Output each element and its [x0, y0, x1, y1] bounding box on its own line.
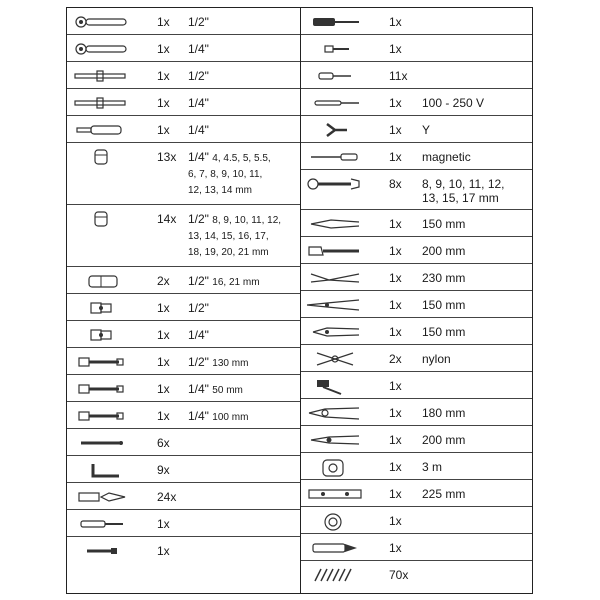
tool-quantity: 14x — [157, 212, 177, 226]
combination-pliers-icon — [301, 430, 381, 452]
adjustable-wrench-icon — [301, 241, 381, 263]
tool-spec — [422, 460, 442, 474]
tool-quantity: 1x — [157, 301, 170, 315]
tool-row — [67, 143, 300, 205]
tool-row — [67, 35, 300, 62]
t-bar-handle-icon — [67, 93, 147, 115]
tool-quantity: 1x — [389, 15, 402, 29]
tool-size: 1/2" — [188, 301, 209, 315]
bits-set-icon — [67, 487, 147, 509]
tool-quantity: 1x — [389, 433, 402, 447]
tool-size: magnetic — [422, 150, 471, 164]
tool-size: 225 mm — [422, 487, 466, 501]
tape-measure-icon — [301, 457, 381, 479]
tool-quantity: 9x — [157, 463, 170, 477]
universal-joint-icon — [67, 325, 147, 347]
socket-icon — [67, 209, 147, 231]
tool-quantity: 1x — [157, 96, 170, 110]
tool-spec — [422, 433, 465, 447]
tool-quantity: 24x — [157, 490, 177, 504]
tool-quantity: 1x — [389, 244, 402, 258]
tool-spec — [188, 328, 209, 342]
tool-row — [67, 205, 300, 267]
water-pump-pliers-icon — [301, 268, 381, 290]
tool-size: 1/2" — [188, 274, 209, 288]
pliers-icon — [301, 214, 381, 236]
universal-joint-icon — [67, 298, 147, 320]
tool-quantity: 1x — [389, 460, 402, 474]
tool-size: 1/2" — [188, 69, 209, 83]
tool-spec — [188, 150, 271, 198]
tool-size: 1/2" — [188, 212, 209, 226]
tool-row — [301, 210, 532, 237]
magnetic-pickup-icon — [301, 147, 381, 169]
tool-row — [301, 116, 532, 143]
tool-quantity: 1x — [389, 325, 402, 339]
tool-size: 1/4" — [188, 42, 209, 56]
tool-quantity: 1x — [157, 69, 170, 83]
tool-size: 150 mm — [422, 325, 466, 339]
tool-size: nylon — [422, 352, 451, 366]
bit-holder-icon — [67, 541, 147, 563]
deep-socket-icon — [67, 271, 147, 293]
precision-screwdriver-icon — [301, 66, 381, 88]
tool-spec — [188, 15, 209, 29]
screws-icon — [301, 565, 381, 587]
hammer-icon — [301, 376, 381, 398]
bit-driver-icon — [67, 514, 147, 536]
spirit-level-icon — [301, 484, 381, 506]
tool-spec — [188, 382, 243, 398]
tool-note: 50 mm — [212, 385, 243, 396]
tool-row — [301, 399, 532, 426]
tool-quantity: 13x — [157, 150, 177, 164]
spinner-handle-icon — [67, 120, 147, 142]
tool-quantity: 1x — [157, 544, 170, 558]
tool-quantity: 8x — [389, 177, 402, 191]
tool-row — [67, 510, 300, 537]
tool-quantity: 6x — [157, 436, 170, 450]
tool-size: 150 mm — [422, 298, 466, 312]
tool-row — [301, 372, 532, 399]
tool-row — [67, 483, 300, 510]
tool-size: 230 mm — [422, 271, 466, 285]
tool-note: 130 mm — [212, 358, 249, 369]
tool-spec — [422, 96, 484, 110]
tool-spec — [422, 406, 465, 420]
ratchet-icon — [67, 39, 147, 61]
tool-quantity: 1x — [389, 150, 402, 164]
spring-clamp-icon — [301, 349, 381, 371]
tool-quantity: 1x — [157, 517, 170, 531]
tool-spec — [422, 352, 451, 366]
tool-size: 200 mm — [422, 244, 466, 258]
tool-size: 1/4" — [188, 150, 209, 164]
tool-size: 180 mm — [422, 406, 466, 420]
tool-spec — [422, 244, 465, 258]
tool-size: 100 - 250 V — [422, 96, 485, 110]
tool-row — [67, 375, 300, 402]
ratchet-icon — [67, 12, 147, 34]
tool-size: 8, 9, 10, 11, 12, 13, 15, 17 mm — [422, 177, 505, 205]
tool-quantity: 1x — [157, 42, 170, 56]
tool-row — [301, 453, 532, 480]
tool-row — [67, 89, 300, 116]
tool-row — [301, 62, 532, 89]
tool-spec — [188, 212, 281, 260]
tool-note: 100 mm — [212, 412, 249, 423]
tool-size: 150 mm — [422, 217, 466, 231]
tool-size: 1/4" — [188, 328, 209, 342]
tool-spec — [422, 177, 505, 205]
tool-row — [67, 8, 300, 35]
screwdriver-icon — [301, 12, 381, 34]
diagonal-cutter-icon — [301, 322, 381, 344]
tool-row — [301, 480, 532, 507]
tool-note: 4, 4.5, 5, 5.5, 6, 7, 8, 9, 10, 11, 12, 13, 14 mm — [188, 153, 271, 196]
tool-spec — [188, 355, 248, 371]
tool-quantity: 1x — [389, 123, 402, 137]
tool-row — [67, 267, 300, 294]
extension-bar-icon — [67, 379, 147, 401]
bit-adapter-icon — [301, 39, 381, 61]
tool-row — [67, 348, 300, 375]
tool-quantity: 1x — [389, 96, 402, 110]
tool-spec — [188, 409, 248, 425]
tool-row — [67, 294, 300, 321]
tool-row — [301, 534, 532, 561]
tool-row — [67, 456, 300, 483]
tool-spec — [422, 487, 465, 501]
tool-spec — [188, 69, 209, 83]
tool-quantity: 1x — [389, 298, 402, 312]
tool-note: 8, 9, 10, 11, 12, 13, 14, 15, 16, 17, 18, 19, 20, 21 mm — [188, 215, 282, 258]
tool-row — [301, 35, 532, 62]
tool-spec — [422, 271, 465, 285]
hex-key-icon — [67, 460, 147, 482]
tool-quantity: 1x — [157, 123, 170, 137]
tool-row — [67, 429, 300, 456]
tool-quantity: 1x — [157, 382, 170, 396]
insulating-tape-icon — [301, 511, 381, 533]
tool-spec — [188, 42, 209, 56]
tool-row — [67, 537, 300, 564]
tool-row — [301, 170, 532, 210]
tool-row — [67, 321, 300, 348]
tool-quantity: 1x — [157, 328, 170, 342]
tool-quantity: 1x — [389, 541, 402, 555]
tool-quantity: 1x — [157, 355, 170, 369]
y-wrench-icon — [301, 120, 381, 142]
tool-row — [301, 8, 532, 35]
extension-bar-icon — [67, 352, 147, 374]
tool-quantity: 1x — [389, 487, 402, 501]
tool-row — [67, 116, 300, 143]
tool-quantity: 11x — [389, 69, 408, 83]
tool-row — [67, 402, 300, 429]
tool-size: 200 mm — [422, 433, 466, 447]
tool-row — [301, 561, 532, 588]
voltage-tester-icon — [301, 93, 381, 115]
tool-quantity: 1x — [389, 406, 402, 420]
tool-row — [301, 318, 532, 345]
tool-list-sheet — [66, 7, 533, 594]
tool-size: 1/4" — [188, 96, 209, 110]
tool-spec — [188, 123, 209, 137]
tool-spec — [188, 301, 209, 315]
tool-size: 1/2" — [188, 15, 209, 29]
tool-quantity: 1x — [157, 15, 170, 29]
tool-size: 3 m — [422, 460, 443, 474]
socket-icon — [67, 147, 147, 169]
tool-spec — [422, 217, 465, 231]
tool-spec — [422, 298, 465, 312]
tool-spec — [188, 96, 209, 110]
tool-row — [301, 264, 532, 291]
tool-quantity: 2x — [157, 274, 170, 288]
tool-quantity: 1x — [389, 271, 402, 285]
tool-spec — [422, 325, 465, 339]
locking-pliers-icon — [301, 403, 381, 425]
tool-spec — [422, 150, 471, 164]
tool-spec — [188, 274, 260, 290]
tool-quantity: 1x — [389, 42, 402, 56]
tool-quantity: 2x — [389, 352, 402, 366]
tool-note: 16, 21 mm — [212, 277, 260, 288]
tool-row — [67, 62, 300, 89]
tool-size: 1/2" — [188, 355, 209, 369]
tool-quantity: 1x — [389, 379, 402, 393]
tool-size: 1/4" — [188, 382, 209, 396]
tool-quantity: 70x — [389, 568, 409, 582]
tool-spec — [422, 123, 430, 137]
tool-quantity: 1x — [157, 409, 170, 423]
extension-bar-icon — [67, 406, 147, 428]
tool-quantity: 1x — [389, 514, 402, 528]
tool-size: 1/4" — [188, 409, 209, 423]
t-bar-handle-icon — [67, 66, 147, 88]
tool-row — [301, 426, 532, 453]
tool-row — [301, 89, 532, 116]
tool-row — [301, 237, 532, 264]
long-nose-pliers-icon — [301, 295, 381, 317]
tool-size: Y — [422, 123, 431, 137]
tool-quantity: 1x — [389, 217, 402, 231]
tool-size: 1/4" — [188, 123, 209, 137]
tool-row — [301, 507, 532, 534]
tool-row — [301, 291, 532, 318]
tool-row — [301, 345, 532, 372]
utility-knife-icon — [301, 538, 381, 560]
combination-wrench-icon — [301, 174, 381, 196]
bit-icon — [67, 433, 147, 455]
tool-row — [301, 143, 532, 170]
